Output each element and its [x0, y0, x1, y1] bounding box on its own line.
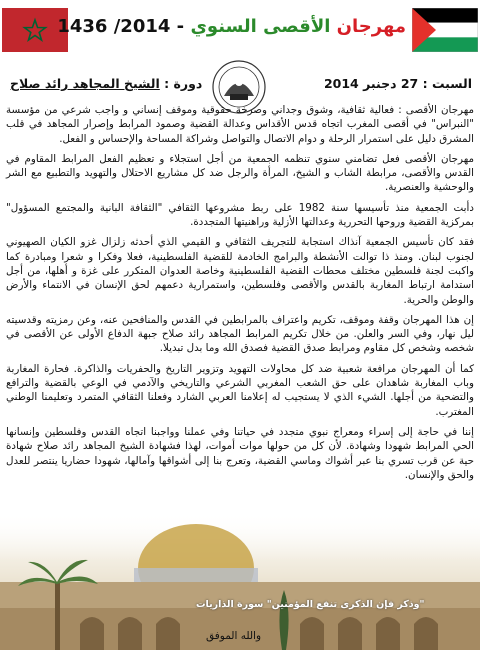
paragraph-intro: مهرجان الأقصى : فعالية ثقافية، وشوق وجداني وصرخة حقوقية وموقف إنساني و واجب شرعي من مؤسسة "النبراس" في أقصى المغرب اتجاه قدس الأقداس وعدالة القضية وصمود المرابط وإصرار المجاهد في قلب المشرق دليل على استمرار الرحلة و دوام الاتصال والتواصل وشراكة المساحة والإحساس و الفعل. [6, 104, 474, 145]
page-title [57, 16, 406, 37]
page-header [0, 0, 480, 50]
session-honoree: الشيخ المجاهد رائد صلاح [10, 76, 160, 91]
session-label: دورة : [164, 76, 203, 91]
title-part-year: - 2014/ 1436 [57, 16, 185, 37]
title-part-aqsa: الأقصى السنوي [190, 16, 331, 37]
paragraph-solidarity: مهرجان الأقصى فعل تضامني سنوي تنظمه الجمعية من أجل استجلاء و تعظيم الفعل المرابط المقاوم في القدس والأقصى، مرابطة الشاب و الشيخ، المرأة والرجل ضد كل مشاريع الاحتلال والتهويد والتطبيع مع الشر والوحشية والعنصرية. [6, 152, 474, 194]
sign-off: والله الموفق [206, 630, 262, 642]
paragraph-tribute: إن هذا المهرجان وقفة وموقف، تكريم واعتراف بالمرابطين في القدس والمنافحين عنه، وعن رمزيته وقدسيته ليل نهار، وفي السر والعلن. من خلال تكريم المرابط المجاهد رائد صلاح جبهة الدفاع الأولى عن الأقصى في شخصه وشخص كل مقاوم ومرابط صدق القضية فصدق الله وما بدل تبديلا. [6, 313, 474, 355]
statement-body [6, 103, 474, 488]
session-title [10, 76, 202, 91]
paragraph-advocacy: كما أن المهرجان مرافعة شعبية ضد كل محاولات التهويد وتزوير التاريخ والحفريات والذاكرة. فحارة المغاربة وباب المغاربة شاهدان على حق الشعب المغربي الشرعي والتاريخي والآدمي في الوعي بالقضية والترافع والتضحية من أجلها. الشيء الذي لا يستجيب له إعلامنا العربي الشارد وفعلنا الثقافي المتمرد وتعليمنا الوطني المغترب. [6, 362, 474, 418]
title-part-festival: مهرجان [336, 16, 406, 37]
event-date: السبت : 27 دجنبر 2014 [323, 76, 472, 91]
paragraph-history: دأبت الجمعية منذ تأسيسها سنة 1982 على ربط مشروعها الثقافي "الثقافة البانية والمجتمع المسؤول" بمركزية القضية وروحها التحررية وعدالتها الأزلية وراهنيتها المتجددة. [6, 201, 474, 229]
palestine-flag [412, 8, 478, 52]
quran-verse: "وذكر فإن الذكرى تنفع المؤمنين" سورة الذاريات [196, 599, 425, 610]
paragraph-founding: فقد كان تأسيس الجمعية آنذاك استجابة للتجريف الثقافي و القيمي الذي أحدثه زلزال غزو الكيان الصهيوني لجنوب لبنان. ومنذ ذا توالت الأنشطة والبرامج الخادمة للقضية الفلسطينية، فعلا وفكرا و شعرا ومبادرة كما واكبت لجنة فلسطين مختلف محطات القضية الفلسطينية وخاصة العدوان المتكرر على غزة و أهلها، من أجل استدامة ارتباط المغاربة بالقدس والأقصى وفلسطين، واستمرارية دعمهم لحق الإنسان في الانتماء والأرض والوطن والحرية. [6, 236, 474, 306]
paragraph-closing: إننا في حاجة إلى إسراء ومعراج نبوي متجدد في حياتنا وفي عملنا وواجبنا اتجاه القدس وفلسطين وإنسانها الحي المرابط شهودا وشهادة. لأن كل من حولها موات أموات، لهذا فشهادة الشيخ المجاهد رائد صلاح شهادة حية عن قرب تسري بنا عبر أشواك وماسي القضية، وتعرج بنا إلى أشواقها وآمالها، شهودا حضاريا ينتصر للعدل والحق والإنسان. [6, 425, 474, 481]
